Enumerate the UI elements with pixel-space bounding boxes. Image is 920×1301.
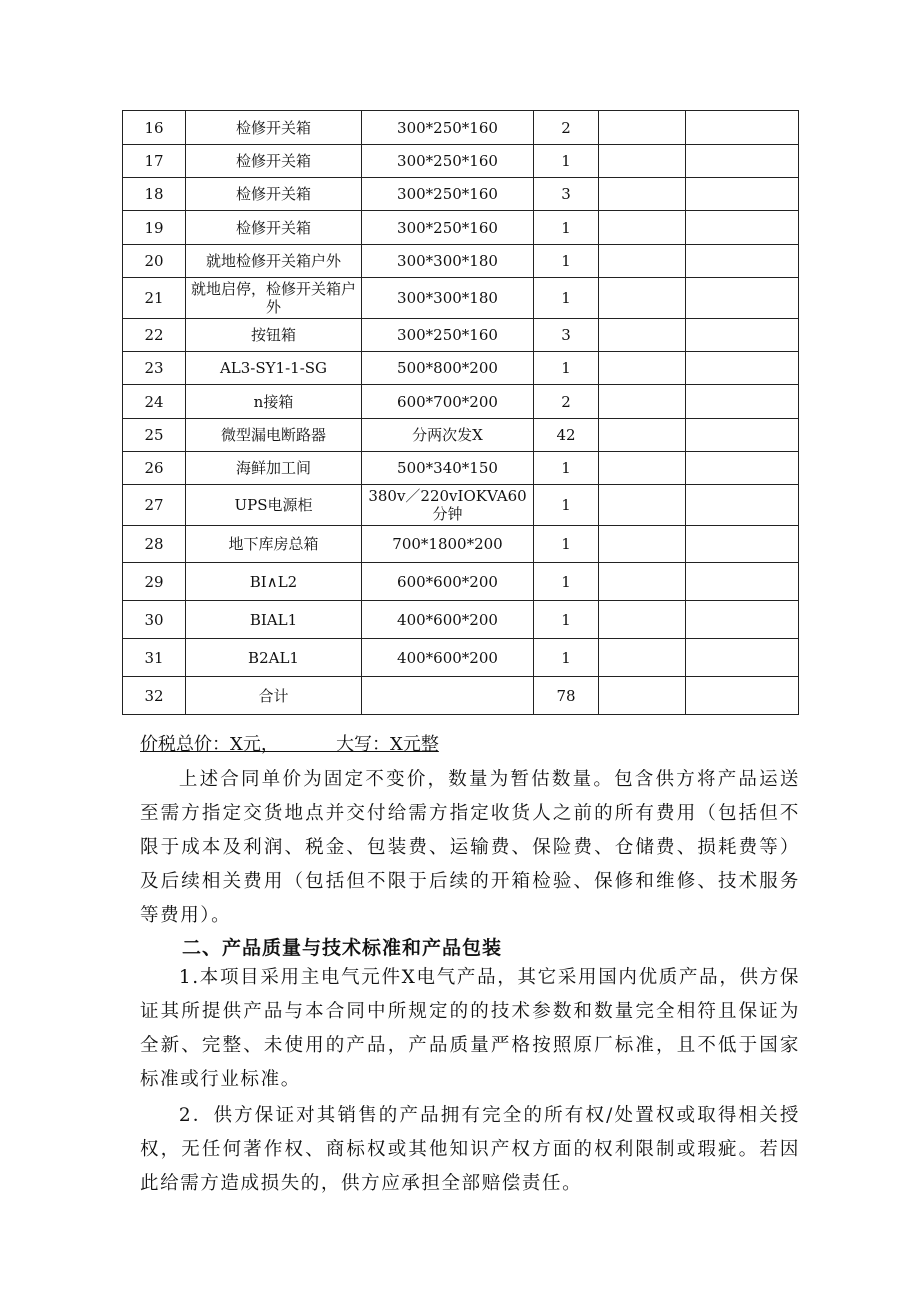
unit-price-cell bbox=[599, 245, 686, 278]
table-row bbox=[123, 485, 799, 526]
item-quantity-cell: 2 bbox=[534, 385, 599, 419]
item-name-cell: AL3-SY1-1-SG bbox=[186, 352, 362, 385]
item-name-cell: 检修开关箱 bbox=[186, 178, 362, 211]
item-name-cell: 海鲜加工间 bbox=[186, 452, 362, 485]
row-number-cell: 23 bbox=[123, 352, 186, 385]
item-spec-cell: 400*600*200 bbox=[362, 601, 534, 639]
item-quantity-cell: 78 bbox=[534, 677, 599, 715]
item-quantity-cell: 1 bbox=[534, 526, 599, 563]
item-quantity-cell: 1 bbox=[534, 485, 599, 526]
row-number-cell: 30 bbox=[123, 601, 186, 639]
amount-cell bbox=[686, 319, 799, 352]
equipment-table-body bbox=[123, 111, 799, 715]
item-spec-cell: 400*600*200 bbox=[362, 639, 534, 677]
amount-cell bbox=[686, 526, 799, 563]
amount-cell bbox=[686, 111, 799, 145]
table-row bbox=[123, 278, 799, 319]
item-name-cell: BI∧L2 bbox=[186, 563, 362, 601]
table-row bbox=[123, 245, 799, 278]
item-spec-cell bbox=[362, 677, 534, 715]
item-quantity-cell: 2 bbox=[534, 111, 599, 145]
row-number-cell: 20 bbox=[123, 245, 186, 278]
amount-cell bbox=[686, 677, 799, 715]
table-row bbox=[123, 419, 799, 452]
item-name-cell: B2AL1 bbox=[186, 639, 362, 677]
item-spec-cell: 300*250*160 bbox=[362, 319, 534, 352]
item-quantity-cell: 1 bbox=[534, 211, 599, 245]
row-number-cell: 28 bbox=[123, 526, 186, 563]
item-quantity-cell: 1 bbox=[534, 245, 599, 278]
amount-cell bbox=[686, 485, 799, 526]
item-spec-cell: 500*340*150 bbox=[362, 452, 534, 485]
row-number-cell: 18 bbox=[123, 178, 186, 211]
table-row bbox=[123, 111, 799, 145]
table-row bbox=[123, 639, 799, 677]
item-spec-cell: 300*300*180 bbox=[362, 278, 534, 319]
item-spec-cell: 500*800*200 bbox=[362, 352, 534, 385]
item-name-cell: 检修开关箱 bbox=[186, 145, 362, 178]
unit-price-cell bbox=[599, 352, 686, 385]
price-terms-paragraph: 上述合同单价为固定不变价，数量为暂估数量。包含供方将产品运送至需方指定交货地点并交付给需方指定收货人之前的所有费用（包括但不限于成本及利润、税金、包装费、运输费、保险费、仓储费、损耗费等）及后续相关费用（包括但不限于后续的开箱检验、保修和维修、技术服务等费用）。 bbox=[140, 769, 800, 926]
unit-price-cell bbox=[599, 385, 686, 419]
item-spec-cell: 600*600*200 bbox=[362, 563, 534, 601]
amount-cell bbox=[686, 601, 799, 639]
item-spec-cell: 300*250*160 bbox=[362, 145, 534, 178]
amount-cell bbox=[686, 639, 799, 677]
section-heading-quality: 二、产品质量与技术标准和产品包装 bbox=[182, 937, 503, 959]
item-quantity-cell: 1 bbox=[534, 278, 599, 319]
table-row bbox=[123, 385, 799, 419]
unit-price-cell bbox=[599, 145, 686, 178]
total-price-line: 价税总价：X元， 大写：X元整 bbox=[140, 734, 439, 755]
row-number-cell: 25 bbox=[123, 419, 186, 452]
quality-clause-2: 2．供方保证对其销售的产品拥有完全的所有权/处置权或取得相关授权，无任何著作权、商标权或其他知识产权方面的权利限制或瑕疵。若因此给需方造成损失的，供方应承担全部赔偿责任。 bbox=[140, 1105, 800, 1194]
row-number-cell: 32 bbox=[123, 677, 186, 715]
unit-price-cell bbox=[599, 111, 686, 145]
row-number-cell: 31 bbox=[123, 639, 186, 677]
unit-price-cell bbox=[599, 211, 686, 245]
item-quantity-cell: 1 bbox=[534, 452, 599, 485]
amount-cell bbox=[686, 278, 799, 319]
amount-cell bbox=[686, 211, 799, 245]
item-name-cell: 就地启停，检修开关箱户外 bbox=[186, 278, 362, 319]
row-number-cell: 27 bbox=[123, 485, 186, 526]
table-row bbox=[123, 319, 799, 352]
item-name-cell: UPS电源柜 bbox=[186, 485, 362, 526]
quality-clause-1: 1.本项目采用主电气元件X电气产品，其它采用国内优质产品，供方保证其所提供产品与本合同中所规定的的技术参数和数量完全相符且保证为全新、完整、未使用的产品，产品质量严格按照原厂标准，且不低于国家标准或行业标准。 bbox=[140, 967, 800, 1090]
table-row bbox=[123, 601, 799, 639]
item-name-cell: 检修开关箱 bbox=[186, 111, 362, 145]
row-number-cell: 24 bbox=[123, 385, 186, 419]
row-number-cell: 22 bbox=[123, 319, 186, 352]
row-number-cell: 29 bbox=[123, 563, 186, 601]
amount-cell bbox=[686, 145, 799, 178]
item-spec-cell: 300*250*160 bbox=[362, 111, 534, 145]
amount-cell bbox=[686, 245, 799, 278]
amount-cell bbox=[686, 352, 799, 385]
unit-price-cell bbox=[599, 178, 686, 211]
item-spec-cell: 380v／220vIOKVA60分钟 bbox=[362, 485, 534, 526]
item-name-cell: 按钮箱 bbox=[186, 319, 362, 352]
row-number-cell: 16 bbox=[123, 111, 186, 145]
item-quantity-cell: 1 bbox=[534, 352, 599, 385]
amount-cell bbox=[686, 385, 799, 419]
row-number-cell: 17 bbox=[123, 145, 186, 178]
item-spec-cell: 300*250*160 bbox=[362, 178, 534, 211]
amount-cell bbox=[686, 452, 799, 485]
table-row bbox=[123, 178, 799, 211]
item-quantity-cell: 42 bbox=[534, 419, 599, 452]
item-quantity-cell: 1 bbox=[534, 601, 599, 639]
unit-price-cell bbox=[599, 526, 686, 563]
item-quantity-cell: 3 bbox=[534, 319, 599, 352]
item-name-cell: 合计 bbox=[186, 677, 362, 715]
unit-price-cell bbox=[599, 601, 686, 639]
unit-price-cell bbox=[599, 639, 686, 677]
item-name-cell: 微型漏电断路器 bbox=[186, 419, 362, 452]
item-quantity-cell: 3 bbox=[534, 178, 599, 211]
unit-price-cell bbox=[599, 563, 686, 601]
row-number-cell: 26 bbox=[123, 452, 186, 485]
unit-price-cell bbox=[599, 319, 686, 352]
unit-price-cell bbox=[599, 677, 686, 715]
row-number-cell: 21 bbox=[123, 278, 186, 319]
table-row bbox=[123, 211, 799, 245]
item-quantity-cell: 1 bbox=[534, 563, 599, 601]
unit-price-cell bbox=[599, 419, 686, 452]
unit-price-cell bbox=[599, 485, 686, 526]
unit-price-cell bbox=[599, 278, 686, 319]
item-name-cell: 检修开关箱 bbox=[186, 211, 362, 245]
item-spec-cell: 700*1800*200 bbox=[362, 526, 534, 563]
item-name-cell: 就地检修开关箱户外 bbox=[186, 245, 362, 278]
item-spec-cell: 300*250*160 bbox=[362, 211, 534, 245]
amount-cell bbox=[686, 563, 799, 601]
item-spec-cell: 600*700*200 bbox=[362, 385, 534, 419]
item-spec-cell: 300*300*180 bbox=[362, 245, 534, 278]
table-row bbox=[123, 145, 799, 178]
item-quantity-cell: 1 bbox=[534, 639, 599, 677]
table-row bbox=[123, 452, 799, 485]
item-spec-cell: 分两次发X bbox=[362, 419, 534, 452]
table-row bbox=[123, 352, 799, 385]
item-quantity-cell: 1 bbox=[534, 145, 599, 178]
item-name-cell: n接箱 bbox=[186, 385, 362, 419]
amount-cell bbox=[686, 419, 799, 452]
table-row bbox=[123, 677, 799, 715]
equipment-table bbox=[122, 110, 799, 715]
row-number-cell: 19 bbox=[123, 211, 186, 245]
item-name-cell: BIAL1 bbox=[186, 601, 362, 639]
item-name-cell: 地下库房总箱 bbox=[186, 526, 362, 563]
table-row bbox=[123, 526, 799, 563]
unit-price-cell bbox=[599, 452, 686, 485]
table-row bbox=[123, 563, 799, 601]
amount-cell bbox=[686, 178, 799, 211]
